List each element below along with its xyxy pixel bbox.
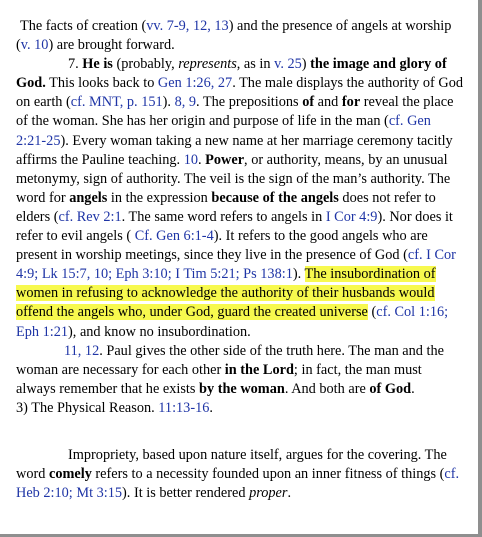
text-run: . The male displays the authority of God on earth ( (16, 75, 464, 111)
text-run: , or authority, means, by an unusual metonymy, sign of authority. The veil is the sign of the man’s authority. The word for (16, 151, 451, 206)
text-run: . (287, 485, 292, 502)
highlighted-text: The insubordination of women in refusing to acknowledge the authority of their husbands would offend the angels who, under God, guard the created universe (16, 266, 436, 321)
bold-text: of (302, 94, 315, 111)
text-run: does not refer to elders ( (16, 189, 436, 225)
scripture-reference-link[interactable]: cf. Col 1:16; Eph 1:21 (16, 304, 449, 340)
bold-text: angels (69, 189, 108, 206)
text-run: ). It is better rendered (122, 485, 250, 502)
bold-text: Power (205, 151, 245, 168)
text-run: ). It refers to the good angels who are present in worship meetings, since they live in the presence of God ( (16, 228, 428, 264)
text-run: Impropriety, based upon nature itself, argues for the covering. The word (16, 446, 447, 483)
italic-text: proper (249, 485, 288, 502)
text-run: ; in fact, the man must always remember that he exists (16, 361, 422, 397)
text-run: reveal the place of the woman. She has her origin and purpose of life in the man ( (16, 94, 454, 130)
text-run: This looks back to (45, 75, 158, 92)
paragraph (16, 55, 464, 341)
bold-text: in the Lord (224, 361, 294, 378)
text-run: . And both are (284, 380, 370, 397)
text-run: ). Nor does it refer to evil angels ( (16, 208, 453, 245)
paragraph (16, 342, 464, 399)
text-run: . Paul gives the other side of the truth here. The man and the woman are necessary for each other (16, 342, 444, 378)
paragraph (16, 446, 464, 503)
italic-text: represents (178, 56, 237, 73)
scripture-reference-link[interactable]: vv. 7-9, 12, 13 (146, 18, 229, 34)
scripture-reference-link[interactable]: Gen 1:26, 27 (157, 75, 233, 92)
bold-text: for (341, 94, 361, 111)
paragraph (16, 399, 464, 418)
scripture-reference-link[interactable]: Cf. Gen 6:1-4 (134, 228, 214, 245)
text-run: . The same word refers to angels in (121, 208, 326, 225)
scripture-reference-link[interactable]: cf. Gen 2:21-25 (16, 113, 431, 149)
text-run: ). Every woman taking a new name at her marriage ceremony tacitly affirms the Pauline teaching. (16, 132, 453, 168)
paragraph-spacer (16, 418, 464, 446)
scripture-reference-link[interactable]: 10 (183, 151, 198, 168)
text-run: ) (301, 56, 311, 73)
text-run: ) and the presence of angels at worship ( (16, 18, 452, 54)
text-run: . (209, 399, 213, 416)
bold-text: comely (48, 466, 92, 483)
text-run: 7. (68, 56, 83, 73)
scripture-reference-link[interactable]: I Cor 4:9 (325, 208, 378, 225)
text-run: . (411, 380, 415, 397)
scripture-reference-link[interactable]: 8, 9 (174, 94, 197, 111)
commentary-text (16, 17, 464, 503)
scripture-reference-link[interactable]: v. 25 (274, 56, 302, 73)
text-run: ). (292, 266, 305, 283)
text-run: . The prepositions (196, 94, 303, 111)
text-run: in the expression (107, 189, 212, 206)
scripture-reference-link[interactable]: cf. Rev 2:1 (58, 208, 122, 225)
text-run: ). (162, 94, 175, 111)
scripture-reference-link[interactable]: 11, 12 (64, 342, 100, 359)
text-run: refers to a necessity founded upon an inner fitness of things ( (91, 466, 445, 483)
text-run: and (314, 94, 342, 111)
text-run: ) are brought forward. (48, 37, 175, 54)
bold-text: of God (369, 380, 412, 397)
text-run: The facts of creation ( (20, 18, 147, 34)
bold-text: the image and glory of God. (16, 56, 447, 92)
text-run: , as in (236, 56, 275, 73)
bold-text: He is (82, 56, 113, 73)
text-run: . (197, 151, 206, 168)
bold-text: by the woman (199, 380, 285, 397)
scripture-reference-link[interactable]: v. 10 (20, 37, 49, 54)
scripture-reference-link[interactable]: cf. I Cor 4:9; Lk 15:7, 10; Eph 3:10; I Tim 5:21; Ps 138:1 (16, 247, 456, 283)
paragraph (16, 17, 464, 55)
scripture-reference-link[interactable]: cf. Heb 2:10; Mt 3:15 (16, 466, 460, 502)
text-run: (probably, (112, 56, 179, 73)
bold-text: because of the angels (211, 189, 339, 206)
scripture-reference-link[interactable]: 11:13-16 (158, 399, 210, 416)
text-run: 3) The Physical Reason. (16, 399, 159, 416)
text-run: ( (367, 304, 377, 321)
text-run: ), and know no insubordination. (68, 323, 251, 340)
scripture-reference-link[interactable]: cf. MNT, p. 151 (70, 94, 163, 111)
vertical-scrollbar-edge[interactable] (478, 0, 482, 537)
